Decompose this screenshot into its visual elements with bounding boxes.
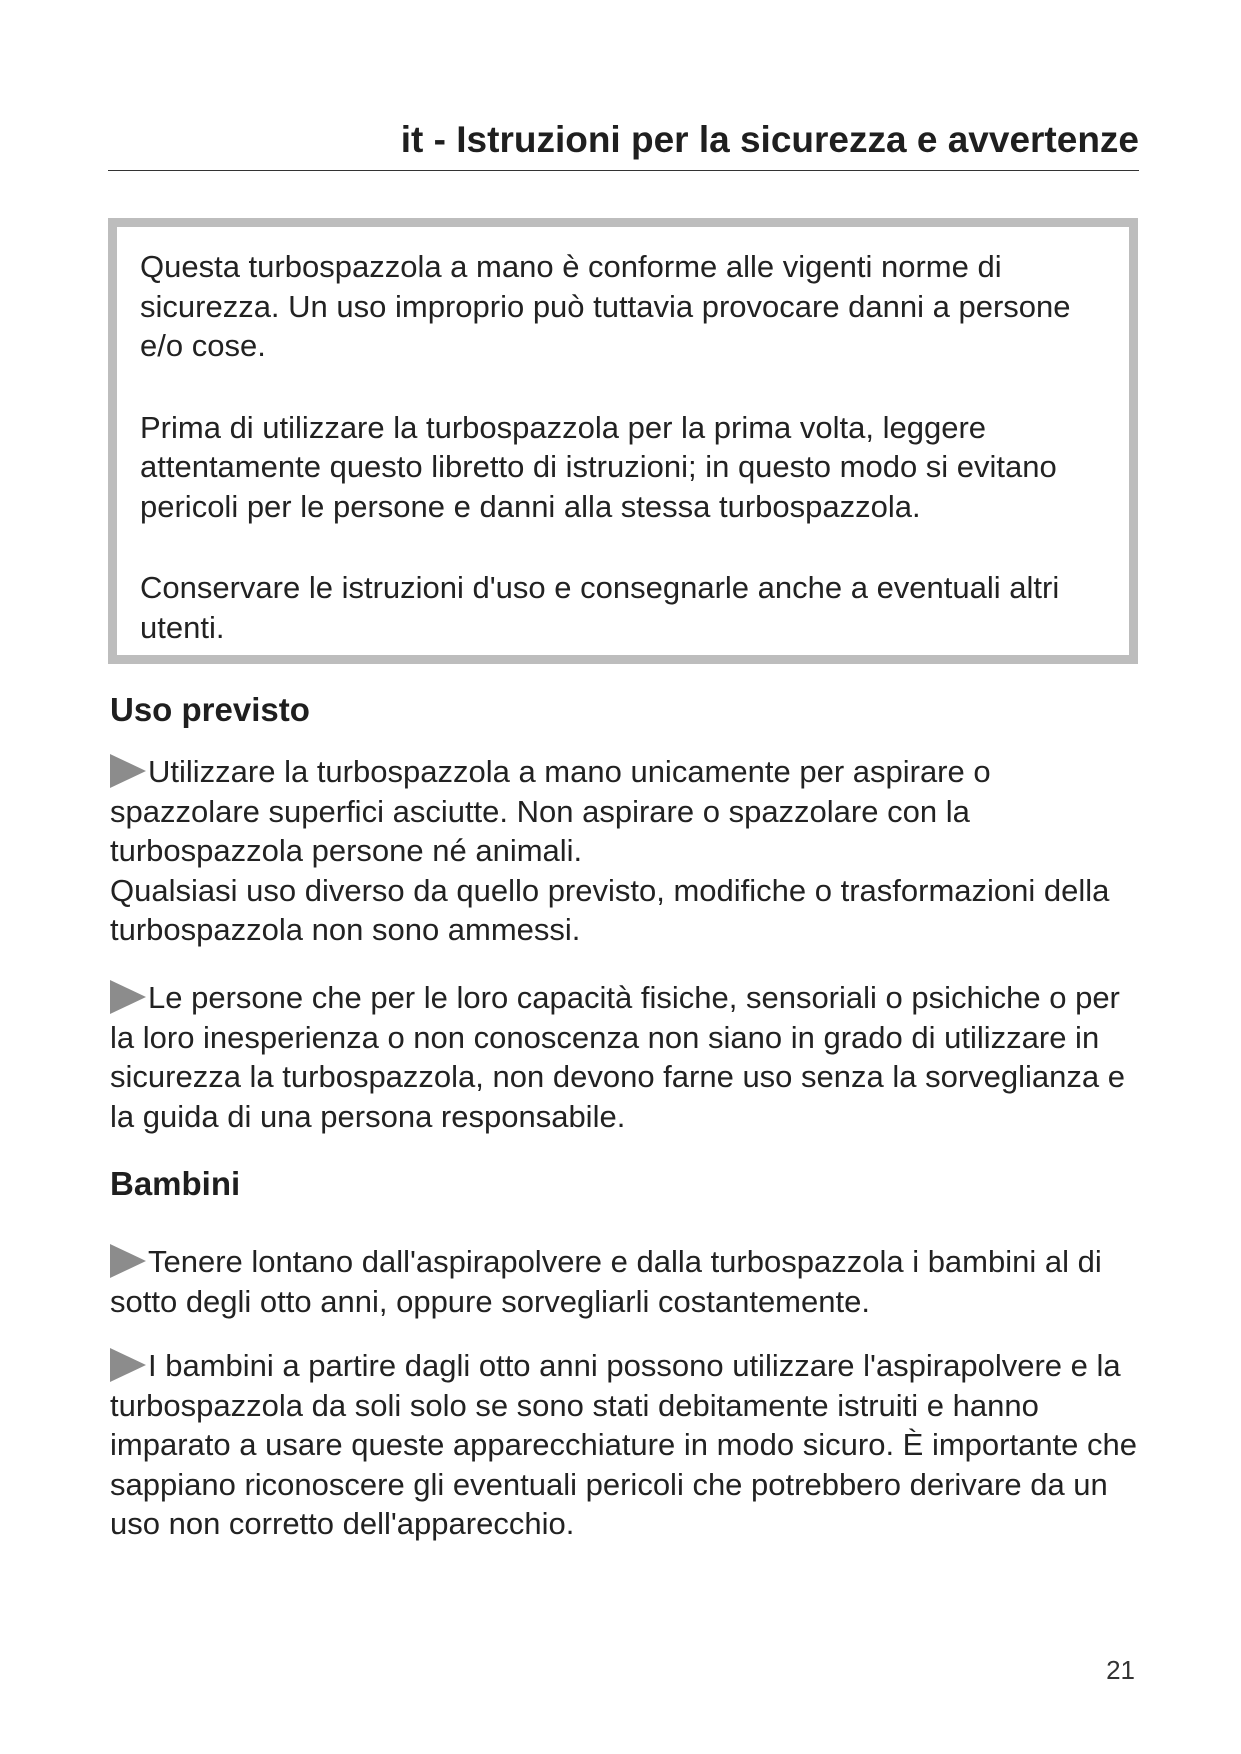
instruction-item xyxy=(110,1346,1142,1544)
section-uso-previsto xyxy=(110,690,1142,730)
section-heading: Uso previsto xyxy=(110,691,310,728)
safety-notice-box xyxy=(108,218,1138,664)
instruction-item xyxy=(110,1242,1142,1321)
page-title: it - Istruzioni per la sicurezza e avvertenze xyxy=(400,119,1139,160)
header-divider xyxy=(108,170,1139,171)
triangle-right-icon xyxy=(110,1348,146,1382)
notice-paragraph: Prima di utilizzare la turbospazzola per la prima volta, leggere attentamente questo libretto di istruzioni; in questo modo si evitano pericoli per le persone e danni alla stessa turbospazzola. xyxy=(140,409,1057,524)
instruction-text: I bambini a partire dagli otto anni possono utilizzare l'aspirapolvere e la turbospazzola da soli solo se sono stati debitamente istruiti e hanno imparato a usare queste apparecchiature in modo sicuro. È importante che sappiano riconoscere gli eventuali pericoli che potrebbero derivare da un uso non corretto dell'apparecchio. xyxy=(110,1348,1138,1541)
section-bambini xyxy=(110,1164,1142,1204)
instruction-note: Qualsiasi uso diverso da quello previsto, modifiche o trasformazioni della turbospazzola non sono ammessi. xyxy=(110,872,1110,947)
page-number: 21 xyxy=(1106,1655,1135,1685)
instruction-item xyxy=(110,978,1142,1136)
instruction-text: Le persone che per le loro capacità fisiche, sensoriali o psichiche o per la loro inesperienza o non conoscenza non siano in grado di utilizzare in sicurezza la turbospazzola, non devono farne uso senza la sorveglianza e la guida di una persona responsabile. xyxy=(110,980,1126,1134)
notice-paragraph: Questa turbospazzola a mano è conforme alle vigenti norme di sicurezza. Un uso improprio può tuttavia provocare danni a persone e/o cose. xyxy=(140,249,1071,363)
triangle-right-icon xyxy=(110,1244,146,1278)
instruction-item xyxy=(110,752,1142,950)
instruction-text: Utilizzare la turbospazzola a mano unicamente per aspirare o spazzolare superfici asciutte. Non aspirare o spazzolare con la turbospazzola persone né animali. xyxy=(110,754,991,868)
triangle-right-icon xyxy=(110,980,146,1014)
notice-paragraph: Conservare le istruzioni d'uso e consegnarle anche a eventuali altri utenti. xyxy=(140,570,1060,645)
triangle-right-icon xyxy=(110,754,146,788)
section-heading: Bambini xyxy=(110,1165,241,1202)
instruction-text: Tenere lontano dall'aspirapolvere e dalla turbospazzola i bambini al di sotto degli otto anni, oppure sorvegliarli costantemente. xyxy=(110,1244,1102,1319)
